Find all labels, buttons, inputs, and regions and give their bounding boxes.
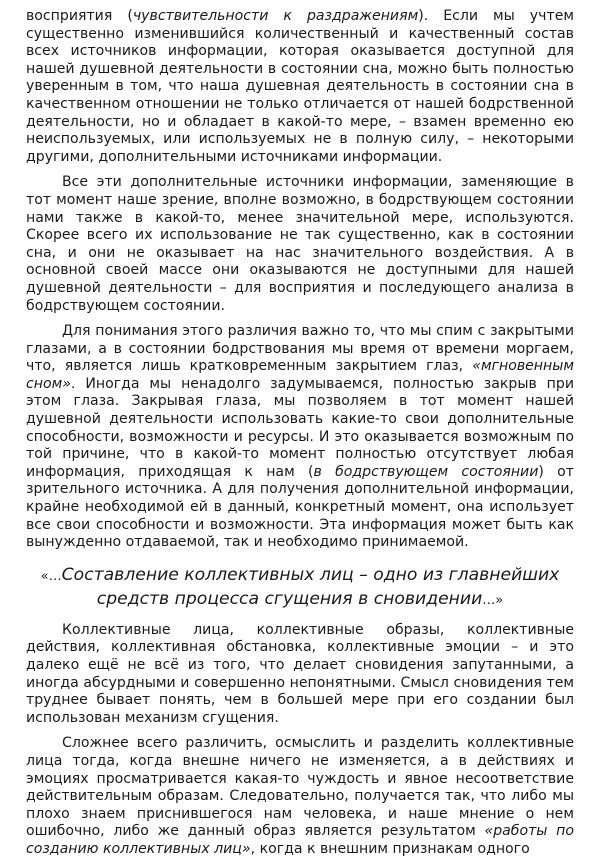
text-run: Для понимания этого различия важно то, что мы спим с закрытыми глазами, а в состоянии бодрствования мы время от времени моргаем, что, является лишь кратковременным закрытием глаз,	[26, 323, 574, 375]
text-run: Все эти дополнительные источники информации, заменяющие в тот момент наше зрение, вполне возможно, в бодрствующем состоянии нами также в какой-то, менее значительной мере, используются. Скорее всего их использование не так существенно, как в состоянии сна, и они не оказывает на нас значительного воздействия. А в основной своей массе они оказываются не доступными для нашей душевной деятельности – для восприятия и последующего анализа в бодрствующем состоянии.	[26, 174, 574, 314]
italic-run: в бодрствующем состоянии	[313, 463, 539, 480]
paragraph-3	[26, 323, 574, 552]
paragraph-5	[26, 735, 574, 858]
text-run: Коллективные лица, коллективные образы, коллективные действия, коллективная обстановка, коллективные эмоции – и это далеко ещё не всё из того, что делает сновидения запутанными, а иногда абсурдными и совершенно непонятными. Смысл сновидения тем труднее бывает понять, чем в большей мере при его создании был использован механизм сгущения.	[26, 621, 574, 726]
text-run: ) от зрительного источника. А для получения дополнительной информации, крайне необходимой ей в данный, конкретный момент, она использует все свои способности и возможности. Эта информация может быть как вынужденно отдаваемой, так и необходимо принимаемой.	[26, 463, 574, 551]
text-run: , когда к внешним признакам одного	[250, 840, 530, 857]
heading-text: Составление коллективных лиц – одно из главнейших средств процесса сгущения в сновидении	[61, 564, 560, 609]
heading-close-quote: …»	[482, 592, 504, 608]
italic-run: «работы по созданию коллективных лиц»	[26, 823, 574, 857]
heading-open-quote: «…	[40, 568, 62, 584]
text-run: . Иногда мы ненадолго задумываемся, полностью закрыв при этом глаза. Закрывая глаза, мы позволяем в тот момент нашей душевной деятельности использовать какие-то свои дополнительные способности, возможности и ресурсы. И это оказывается возможным по той причине, что в какой-то момент полностью отсутствует любая информация, приходящая к нам (	[26, 375, 574, 480]
paragraph-4	[26, 622, 574, 728]
text-run: ). Если мы учтем существенно изменившийся количественный и качественный состав всех источников информации, которая оказывается доступной для нашей душевной деятельности в состоянии сна, можно быть полностью уверенным в том, что наша душевная деятельность в состоянии сна в качественном отношении не только отличается от нашей бодрственной деятельности, но и обладает в какой-то мере, – взамен временно ею неиспользуемых, или используемых не в полную силу, – некоторыми другими, дополнительными источниками информации.	[26, 8, 574, 165]
text-run: Сложнее всего различить, осмыслить и разделить коллективные лица тогда, когда внешне ничего не изменяется, а в действиях и эмоциях просматривается какая-то чуждость и явное несоответствие действительным образам. Следовательно, получается так, что либо мы плохо знаем приснившегося нам человека, и наше мнение о нем ошибочно, либо же данный образ является результатом	[26, 735, 574, 840]
section-heading	[26, 564, 574, 612]
paragraph-1	[26, 8, 574, 166]
text-run: восприятия (	[26, 8, 133, 24]
italic-run: чувствительности к раздражениям	[132, 8, 419, 24]
paragraph-2	[26, 174, 574, 315]
italic-run: «мгновенным сном»	[26, 358, 574, 392]
